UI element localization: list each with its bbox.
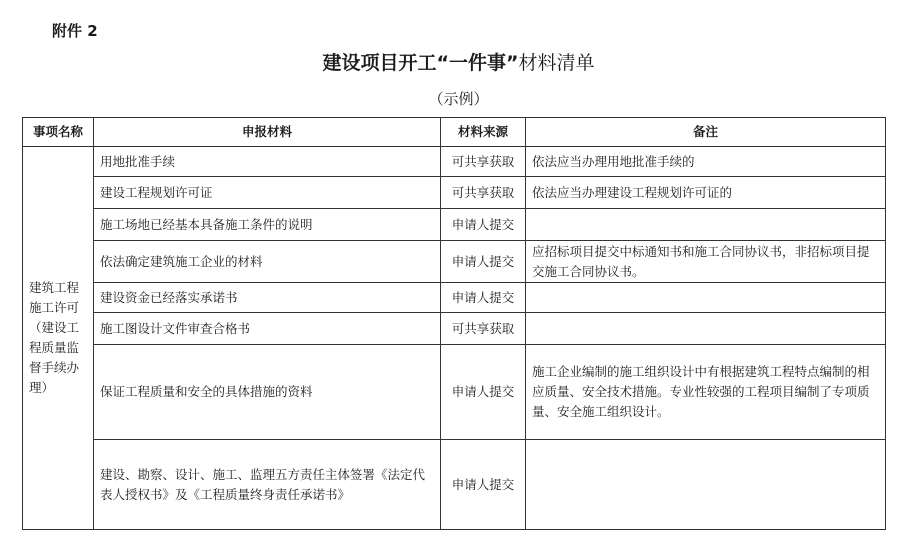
- material-cell: 施工图设计文件审查合格书: [94, 313, 441, 345]
- source-cell: 申请人提交: [441, 345, 526, 440]
- item-name-cell: 建筑工程施工许可（建设工程质量监督手续办理）: [23, 147, 94, 530]
- note-cell: [526, 313, 886, 345]
- source-cell: 申请人提交: [441, 209, 526, 241]
- note-cell: [526, 209, 886, 241]
- material-cell: 建设资金已经落实承诺书: [94, 283, 441, 313]
- table-row: [23, 147, 886, 177]
- material-cell: 用地批准手续: [94, 147, 441, 177]
- table-row: [23, 283, 886, 313]
- note-cell: 施工企业编制的施工组织设计中有根据建筑工程特点编制的相应质量、安全技术措施。专业性较强的工程项目编制了专项质量、安全施工组织设计。: [526, 345, 886, 440]
- source-cell: 可共享获取: [441, 147, 526, 177]
- column-header-source: 材料来源: [441, 118, 526, 147]
- note-cell: 应招标项目提交中标通知书和施工合同协议书，非招标项目提交施工合同协议书。: [526, 241, 886, 283]
- attachment-label: 附件 2: [52, 22, 98, 40]
- table-row: [23, 313, 886, 345]
- source-cell: 可共享获取: [441, 177, 526, 209]
- source-cell: 可共享获取: [441, 313, 526, 345]
- table-row: [23, 209, 886, 241]
- source-cell: 申请人提交: [441, 241, 526, 283]
- column-header-note: 备注: [526, 118, 886, 147]
- material-cell: 施工场地已经基本具备施工条件的说明: [94, 209, 441, 241]
- material-cell: 保证工程质量和安全的具体措施的资料: [94, 345, 441, 440]
- material-cell: 依法确定建筑施工企业的材料: [94, 241, 441, 283]
- table-row: [23, 345, 886, 440]
- column-header-material: 申报材料: [94, 118, 441, 147]
- table-row: [23, 440, 886, 530]
- document-title-rest: 材料清单: [518, 52, 595, 74]
- table-row: [23, 241, 886, 283]
- column-header-item: 事项名称: [23, 118, 94, 147]
- note-cell: 依法应当办理建设工程规划许可证的: [526, 177, 886, 209]
- material-cell: 建设、勘察、设计、施工、监理五方责任主体签署《法定代表人授权书》及《工程质量终身责任承诺书》: [94, 440, 441, 530]
- source-cell: 申请人提交: [441, 283, 526, 313]
- source-cell: 申请人提交: [441, 440, 526, 530]
- materials-table: [22, 117, 886, 530]
- note-cell: 依法应当办理用地批准手续的: [526, 147, 886, 177]
- note-cell: [526, 440, 886, 530]
- document-title-bold: 建设项目开工“一件事”: [322, 52, 519, 74]
- note-cell: [526, 283, 886, 313]
- table-row: [23, 177, 886, 209]
- material-cell: 建设工程规划许可证: [94, 177, 441, 209]
- document-title: [0, 48, 917, 75]
- document-subtitle: （示例）: [428, 90, 489, 108]
- table-header-row: [23, 118, 886, 147]
